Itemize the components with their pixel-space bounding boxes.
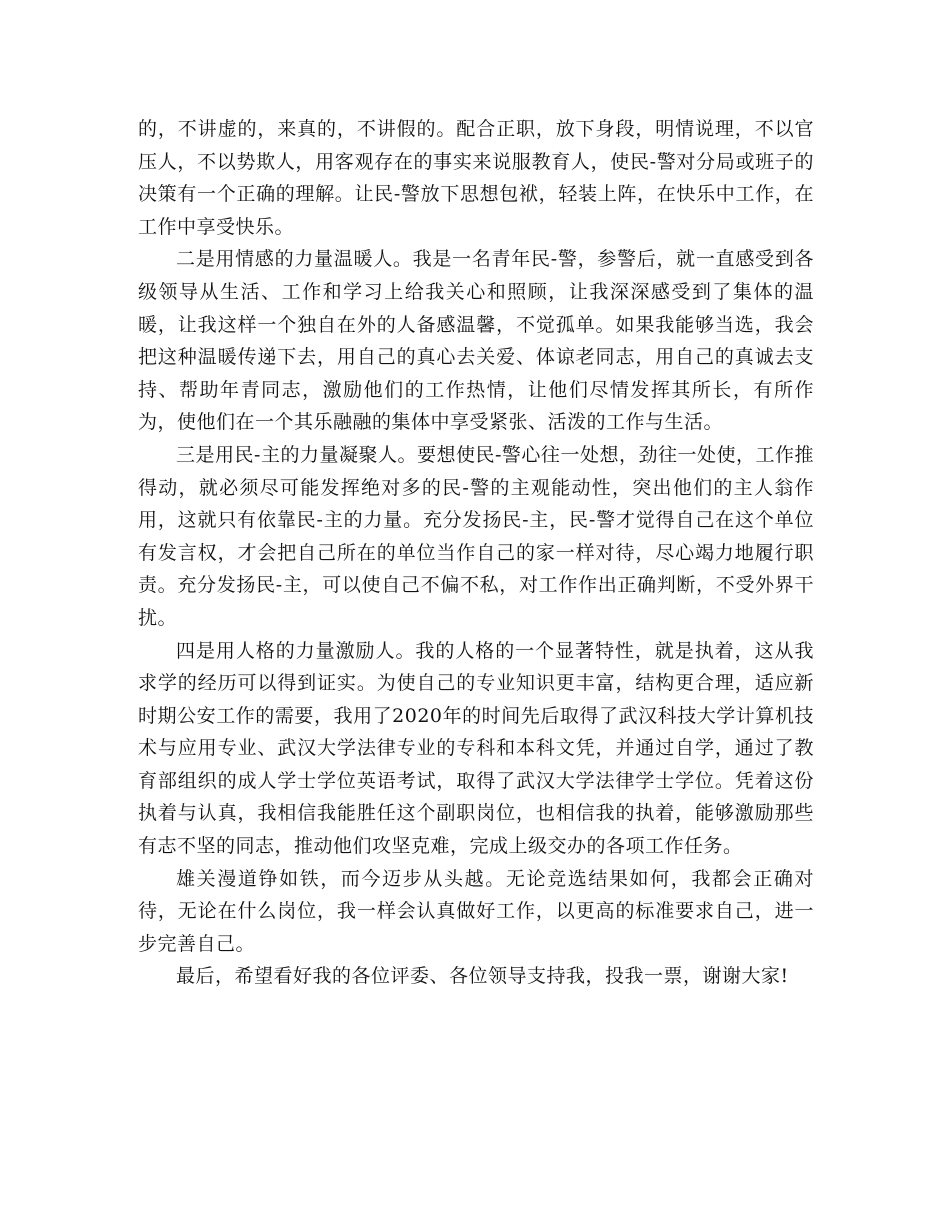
paragraph-continuation: 的，不讲虚的，来真的，不讲假的。配合正职，放下身段，明情说理，不以官压人，不以势欺人，用客观存在的事实来说服教育人，使民-警对分局或班子的决策有一个正确的理解。让民-警放下思想包袱，轻装上阵，在快乐中工作，在工作中享受快乐。 (138, 118, 814, 238)
paragraph-emotion: 二是用情感的力量温暖人。我是一名青年民-警，参警后，就一直感受到各级领导从生活、工作和学习上给我关心和照顾，让我深深感受到了集体的温暖，让我这样一个独自在外的人备感温馨，不觉孤单。如果我能够当选，我会把这种温暖传递下去，用自己的真心去关爱、体谅老同志，用自己的真诚去支持、帮助年青同志，激励他们的工作热情，让他们尽情发挥其所长，有所作为，使他们在一个其乐融融的集体中享受紧张、活泼的工作与生活。 (138, 248, 814, 434)
paragraph-closing: 最后，希望看好我的各位评委、各位领导支持我，投我一票，谢谢大家! (176, 965, 789, 988)
paragraph-democracy: 三是用民-主的力量凝聚人。要想使民-警心往一处想，劲往一处使，工作推得动，就必须尽可能发挥绝对多的民-警的主观能动性，突出他们的主人翁作用，这就只有依靠民-主的力量。充分发扬民-主，民-警才觉得自己在这个单位有发言权，才会把自己所在的单位当作自己的家一样对待，尽心竭力地履行职责。充分发扬民-主，可以使自己不偏不私，对工作作出正确判断，不受外界干扰。 (138, 443, 814, 629)
paragraph-personality: 四是用人格的力量激励人。我的人格的一个显著特性，就是执着，这从我求学的经历可以得到证实。为使自己的专业知识更丰富，结构更合理，适应新时期公安工作的需要，我用了2020年的时间先后取得了武汉科技大学计算机技术与应用专业、武汉大学法律专业的专科和本科文凭，并通过自学，通过了教育部组织的成人学士学位英语考试，取得了武汉大学法律学士学位。凭着这份执着与认真，我相信我能胜任这个副职岗位，也相信我的执着，能够激励那些有志不坚的同志，推动他们攻坚克难，完成上级交办的各项工作任务。 (138, 639, 814, 858)
paragraph-resolve: 雄关漫道铮如铁，而今迈步从头越。无论竞选结果如何，我都会正确对待，无论在什么岗位，我一样会认真做好工作，以更高的标准要求自己，进一步完善自己。 (138, 867, 814, 955)
document-body (138, 113, 814, 993)
